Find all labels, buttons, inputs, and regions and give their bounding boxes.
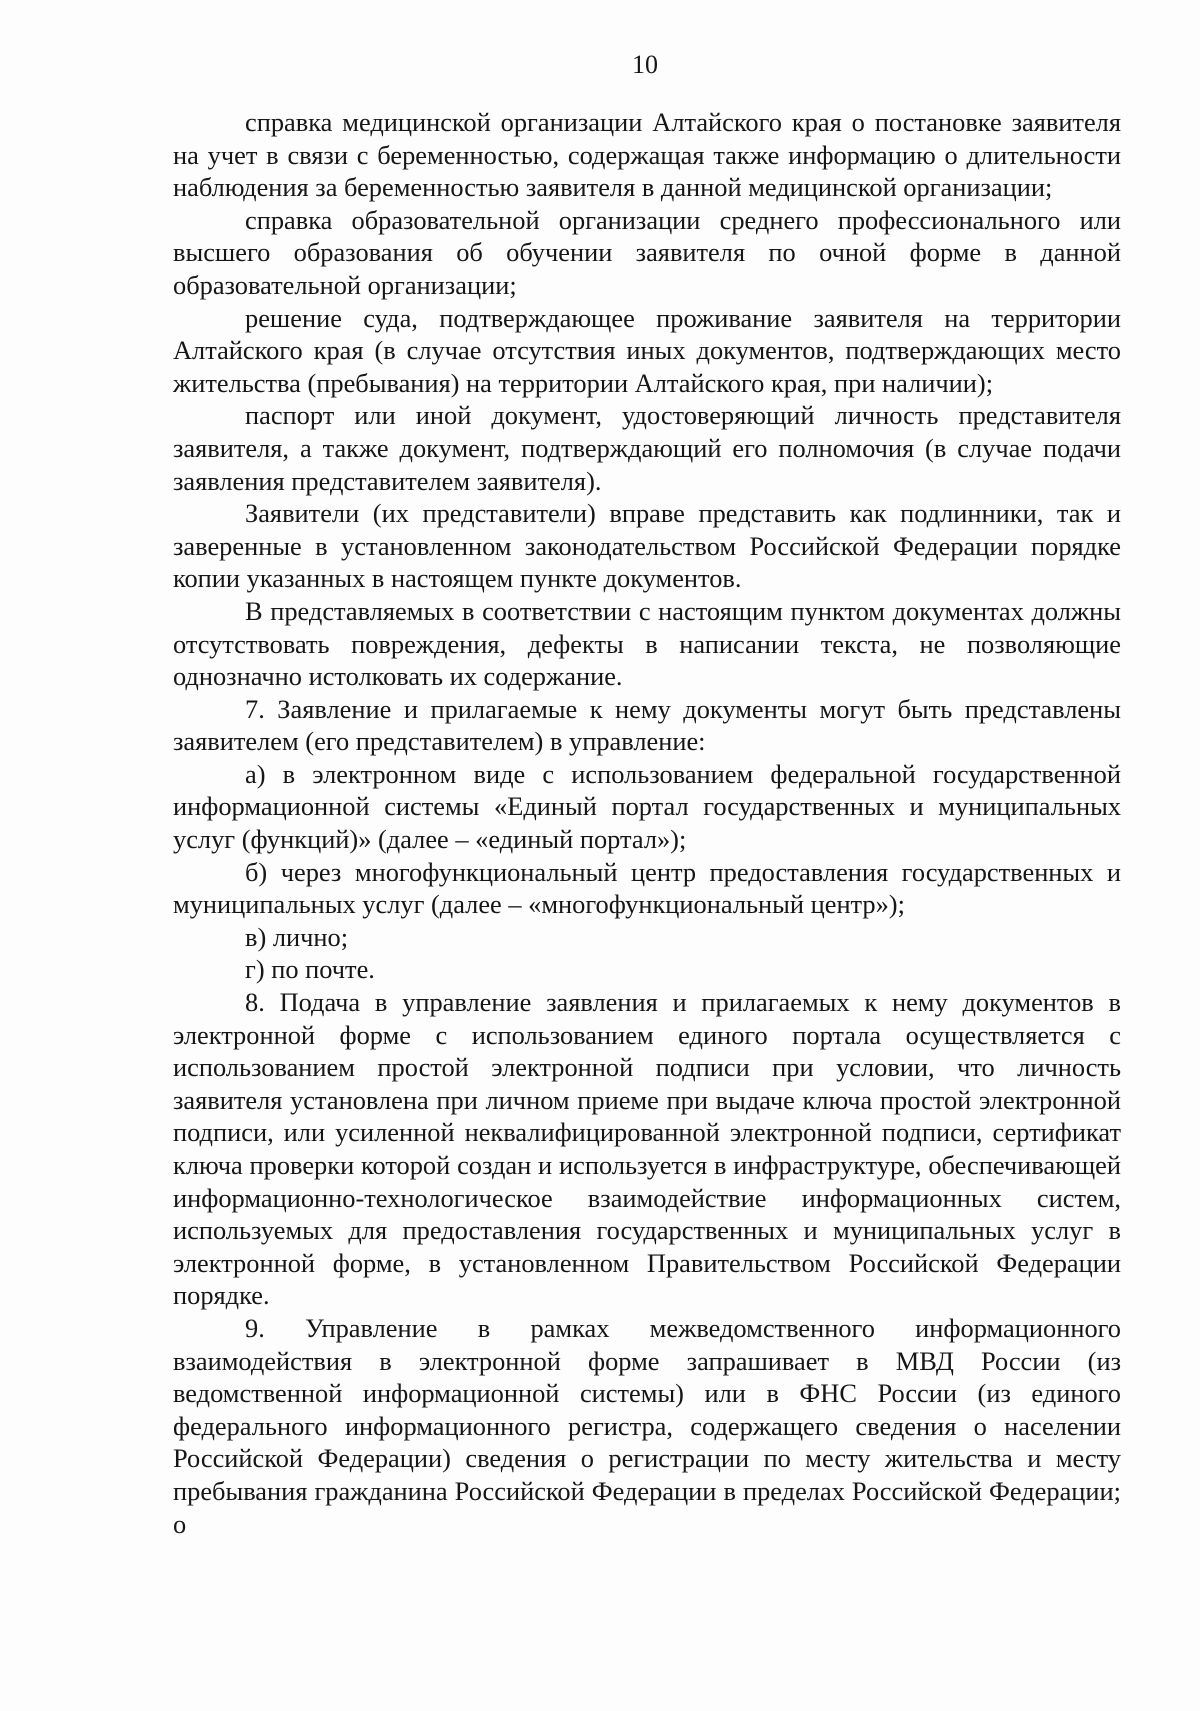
- document-body: [173, 106, 1121, 1540]
- paragraph-clause-7-a: а) в электронном виде с использованием федеральной государственной информационной системы «Единый портал государственных и муниципальных услуг (функций)» (далее – «единый портал»);: [173, 758, 1121, 855]
- paragraph-education-certificate: справка образовательной организации среднего профессионального или высшего образования об обучении заявителя по очной форме в данной образовательной организации;: [173, 204, 1121, 300]
- paragraph-clause-9: 9. Управление в рамках межведомственного информационного взаимодействия в электронной форме запрашивает в МВД России (из ведомственной информационной системы) или в ФНС России (из единого федерального информационного регистра, содержащего сведения о населении Российской Федерации) сведения о регистрации по месту жительства и месту пребывания гражданина Российской Федерации в пределах Российской Федерации; о: [173, 1312, 1121, 1539]
- paragraph-medical-certificate: справка медицинской организации Алтайского края о постановке заявителя на учет в связи с беременностью, содержащая также информацию о длительности наблюдения за беременностью заявителя в данной медицинской организации;: [173, 107, 1121, 203]
- paragraph-court-decision: решение суда, подтверждающее проживание заявителя на территории Алтайского края (в случае отсутствия иных документов, подтверждающих место жительства (пребывания) на территории Алтайского края, при наличии);: [173, 302, 1121, 398]
- paragraph-passport: паспорт или иной документ, удостоверяющий личность представителя заявителя, а также документ, подтверждающий его полномочия (в случае подачи заявления представителем заявителя).: [173, 400, 1121, 496]
- paragraph-clause-7-v: в) лично;: [245, 921, 349, 952]
- paragraph-document-defects: В представляемых в соответствии с настоящим пунктом документах должны отсутствовать повреждения, дефекты в написании текста, не позволяющие однозначно истолковать их содержание.: [173, 595, 1121, 692]
- paragraph-clause-7-b: б) через многофункциональный центр предоставления государственных и муниципальных услуг (далее – «многофункциональный центр»);: [173, 856, 1121, 920]
- paragraph-clause-7: 7. Заявление и прилагаемые к нему документы могут быть представлены заявителем (его представителем) в управление:: [173, 693, 1121, 757]
- paragraph-clause-7-g: г) по почте.: [245, 954, 375, 985]
- paragraph-clause-8: 8. Подача в управление заявления и прилагаемых к нему документов в электронной форме с использованием единого портала осуществляется с использованием простой электронной подписи при условии, что личность заявителя установлена при личном приеме при выдаче ключа простой электронной подписи, или усиленной неквалифицированной электронной подписи, сертификат ключа проверки которой создан и используется в инфраструктуре, обеспечивающей информационно-технологическое взаимодействие информационных систем, используемых для предоставления государственных и муниципальных услуг в электронной форме, в установленном Правительством Российской Федерации порядке.: [173, 987, 1121, 1311]
- page-number: 10: [632, 50, 658, 79]
- paragraph-originals-and-copies: Заявители (их представители) вправе представить как подлинники, так и заверенные в установленном законодательством Российской Федерации порядке копии указанных в настоящем пункте документов.: [173, 498, 1121, 594]
